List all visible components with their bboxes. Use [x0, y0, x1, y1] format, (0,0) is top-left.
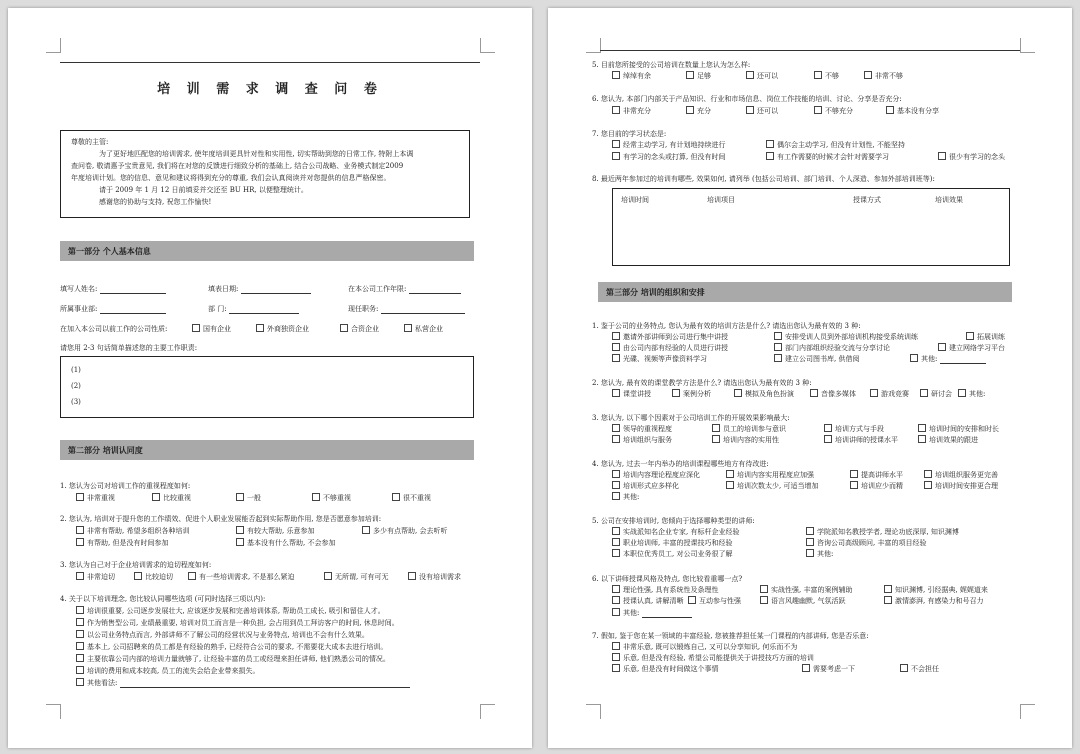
position-label: 现任职务:	[348, 305, 379, 313]
checkbox[interactable]	[884, 585, 892, 593]
checkbox[interactable]	[236, 493, 244, 501]
checkbox[interactable]	[76, 654, 84, 662]
checkbox[interactable]	[746, 71, 754, 79]
checkbox[interactable]	[814, 106, 822, 114]
department-label: 部 门:	[208, 305, 227, 313]
checkbox[interactable]	[612, 538, 620, 546]
filler-name-input[interactable]	[100, 285, 166, 294]
checkbox[interactable]	[850, 481, 858, 489]
answer-option[interactable]: 基本上, 公司招聘来的员工都是有经验的熟手, 已经符合公司的要求, 不需要花大成本去进行培训。	[76, 642, 387, 652]
question-5: 5. 公司在安排培训时, 您倾向于选择哪种类型的讲师:	[592, 517, 755, 525]
crop-mark	[480, 38, 495, 53]
question-3: 3. 您认为自己对于企业培训需求的迫切程度如何:	[60, 561, 212, 569]
department-field[interactable]	[208, 304, 299, 314]
answer-option[interactable]: 学院派知名教授学者, 理论功底深厚, 知识渊博	[806, 527, 959, 537]
checkbox[interactable]	[236, 538, 244, 546]
checkbox[interactable]	[612, 389, 620, 397]
checkbox[interactable]	[324, 572, 332, 580]
answer-option[interactable]: 有帮助, 但是没有时间参加	[76, 538, 168, 548]
training-history-table[interactable]	[612, 188, 1010, 266]
answer-option[interactable]: 比较重视	[152, 493, 191, 503]
answer-option[interactable]: 充分	[686, 106, 711, 116]
document-title: 培 训 需 求 调 查 问 卷	[157, 82, 383, 97]
checkbox[interactable]	[612, 71, 620, 79]
answer-option[interactable]: 课堂讲授	[612, 389, 651, 399]
duty-line: (3)	[71, 398, 81, 406]
answer-option[interactable]: 主要依靠公司内部的培训力量就够了, 让经验丰富的员工或经理来担任讲师, 他们熟悉公司的情况。	[76, 654, 390, 664]
answer-option[interactable]: 培训次数太少, 可适当增加	[726, 481, 818, 491]
header-rule	[60, 62, 480, 63]
checkbox[interactable]	[870, 389, 878, 397]
checkbox[interactable]	[938, 343, 946, 351]
checkbox[interactable]	[886, 106, 894, 114]
other-option[interactable]: 其他:	[612, 608, 692, 618]
section-header-part3: 第三部分 培训的组织和安排	[598, 282, 1012, 302]
answer-option[interactable]: 有一些培训需求, 不是那么紧迫	[188, 572, 294, 582]
date-input[interactable]	[241, 285, 311, 294]
checkbox[interactable]	[884, 596, 892, 604]
checkbox[interactable]	[774, 332, 782, 340]
duties-input-box[interactable]	[60, 356, 474, 418]
header-rule	[600, 50, 1020, 51]
answer-option[interactable]: 案例分析	[672, 389, 711, 399]
division-label: 所属事业部:	[60, 305, 98, 313]
checkbox[interactable]	[612, 664, 620, 672]
company-type-option[interactable]: 国有企业	[192, 324, 231, 334]
answer-option[interactable]: 培训方式与手段	[824, 424, 884, 434]
other-option[interactable]: 其他:	[958, 389, 985, 399]
filler-name-label: 填写人姓名:	[60, 285, 98, 293]
checkbox[interactable]	[76, 630, 84, 638]
question-1: 1. 鉴于公司的业务特点, 您认为最有效的培训方法是什么? 请选出您认为最有效的 3 种:	[592, 322, 861, 330]
answer-option[interactable]: 绰绰有余	[612, 71, 651, 81]
answer-option[interactable]: 培训时间安排更合理	[924, 481, 998, 491]
checkbox[interactable]	[340, 324, 348, 332]
answer-option[interactable]: 经常主动学习, 有计划地持续进行	[612, 140, 725, 150]
checkbox[interactable]	[612, 481, 620, 489]
answer-option[interactable]: 不够重视	[312, 493, 351, 503]
question-6: 6. 您认为, 本部门内部关于产品知识、行业和市场信息、岗位工作技能的培训、讨论、分享是否充分:	[592, 95, 902, 103]
answer-option[interactable]: 偶尔会主动学习, 但没有计划性, 不能坚持	[766, 140, 905, 150]
answer-option[interactable]: 乐意, 但是没有时间做这个事情	[612, 664, 718, 674]
answer-option[interactable]: 不会担任	[900, 664, 939, 674]
checkbox[interactable]	[612, 354, 620, 362]
checkbox[interactable]	[76, 493, 84, 501]
filler-name-field[interactable]	[60, 284, 166, 294]
checkbox[interactable]	[612, 424, 620, 432]
answer-option[interactable]: 非常有帮助, 希望多组织各种培训	[76, 526, 189, 536]
checkbox[interactable]	[924, 481, 932, 489]
company-type-option[interactable]: 私营企业	[404, 324, 443, 334]
date-field[interactable]	[208, 284, 311, 294]
answer-option[interactable]: 培训的费用和成本较高, 员工的流失会给企业带来损失。	[76, 666, 259, 676]
other-input[interactable]	[940, 355, 986, 364]
answer-option[interactable]: 培训内容的实用性	[712, 435, 779, 445]
checkbox[interactable]	[612, 492, 620, 500]
checkbox[interactable]	[712, 435, 720, 443]
other-option[interactable]: 其他看法:	[76, 678, 410, 688]
question-5: 5. 目前您所接受的公司培训在数量上您认为怎么样:	[592, 61, 751, 69]
checkbox[interactable]	[612, 106, 620, 114]
answer-option[interactable]: 模拟及角色扮演	[734, 389, 794, 399]
checkbox[interactable]	[152, 493, 160, 501]
checkbox[interactable]	[920, 389, 928, 397]
crop-mark	[586, 38, 601, 53]
checkbox[interactable]	[924, 470, 932, 478]
intro-box	[60, 130, 470, 218]
table-header: 培训效果	[935, 196, 963, 204]
question-6: 6. 以下讲师授课风格及特点, 您比较看重哪一点?	[592, 575, 743, 583]
checkbox[interactable]	[192, 324, 200, 332]
prev-company-label: 在加入本公司以前工作的公司性质:	[60, 325, 168, 333]
company-type-option[interactable]: 外商独资企业	[256, 324, 309, 334]
answer-option[interactable]: 非常不够	[864, 71, 903, 81]
checkbox[interactable]	[612, 343, 620, 351]
checkbox[interactable]	[918, 424, 926, 432]
answer-option[interactable]: 语言风趣幽默, 气氛活跃	[760, 596, 845, 606]
section-header-part2: 第二部分 培训认同度	[60, 440, 474, 460]
crop-mark	[1020, 38, 1035, 53]
checkbox[interactable]	[712, 424, 720, 432]
answer-option[interactable]: 有工作需要的时候才会针对需要学习	[766, 152, 889, 162]
checkbox[interactable]	[726, 470, 734, 478]
table-header: 培训项目	[707, 196, 735, 204]
checkbox[interactable]	[76, 642, 84, 650]
checkbox[interactable]	[810, 389, 818, 397]
checkbox[interactable]	[76, 526, 84, 534]
answer-option[interactable]: 足够	[686, 71, 711, 81]
checkbox[interactable]	[612, 653, 620, 661]
checkbox[interactable]	[612, 608, 620, 616]
checkbox[interactable]	[256, 324, 264, 332]
date-label: 填表日期:	[208, 285, 239, 293]
checkbox[interactable]	[806, 549, 814, 557]
checkbox[interactable]	[76, 666, 84, 674]
checkbox[interactable]	[392, 493, 400, 501]
checkbox[interactable]	[774, 343, 782, 351]
other-option[interactable]: 其他:	[910, 354, 986, 364]
answer-option[interactable]: 激情澎湃, 有感染力和号召力	[884, 596, 983, 606]
question-1: 1. 您认为公司对培训工作的重视程度如何:	[60, 482, 191, 490]
answer-option[interactable]: 建立公司图书库, 供借阅	[774, 354, 859, 364]
answer-option[interactable]: 培训时间的安排和时长	[918, 424, 999, 434]
company-type-option[interactable]: 合资企业	[340, 324, 379, 334]
checkbox[interactable]	[814, 71, 822, 79]
checkbox[interactable]	[134, 572, 142, 580]
answer-option[interactable]: 需要考虑一下	[802, 664, 855, 674]
years-input[interactable]	[409, 285, 461, 294]
intro-body: 查问卷, 敬请惠予宝贵意见, 我们将在对您的反馈进行细致分析的基础上, 结合公司战略、业务模式制定2009	[71, 162, 404, 170]
question-2: 2. 您认为, 培训对于提升您的工作绩效、促进个人职业发展能否起到实际帮助作用, 您是否愿意参加培训:	[60, 515, 382, 523]
checkbox[interactable]	[726, 481, 734, 489]
answer-option[interactable]: 乐意, 但是没有经验, 希望公司能提供关于讲授技巧方面的培训	[612, 653, 814, 663]
question-2: 2. 您认为, 最有效的课堂教学方法是什么? 请选出您认为最有效的 3 种:	[592, 379, 812, 387]
question-4: 4. 关于以下培训理念, 您比较认同哪些选项 (可同时选择三项以内):	[60, 595, 266, 603]
answer-option[interactable]: 培训讲师的授课水平	[824, 435, 898, 445]
answer-option[interactable]: 职业培训师, 丰富的授课技巧和经验	[612, 538, 732, 548]
other-input[interactable]	[120, 679, 410, 688]
answer-option[interactable]: 非常乐意, 既可以锻炼自己, 又可以分享知识, 何乐而不为	[612, 642, 797, 652]
intro-thanks: 感谢您的协助与支持, 祝您工作愉快!	[99, 198, 212, 206]
answer-option[interactable]: 还可以	[746, 106, 778, 116]
answer-option[interactable]: 知识渊博, 引经据典, 娓娓道来	[884, 585, 988, 595]
checkbox[interactable]	[806, 527, 814, 535]
position-input[interactable]	[381, 305, 465, 314]
document-page-2	[548, 8, 1072, 748]
answer-option[interactable]: 员工的培训参与意识	[712, 424, 786, 434]
answer-option[interactable]: 培训内容理论程度应深化	[612, 470, 700, 480]
intro-deadline: 请于 2009 年 1 月 12 日前填妥并交还至 BU HR, 以便整理统计。	[99, 186, 308, 194]
checkbox[interactable]	[76, 606, 84, 614]
answer-option[interactable]: 本职位优秀员工, 对公司业务很了解	[612, 549, 732, 559]
section-header-part1: 第一部分 个人基本信息	[60, 241, 474, 261]
answer-option[interactable]: 一般	[236, 493, 261, 503]
answer-option[interactable]: 基本没有分享	[886, 106, 939, 116]
checkbox[interactable]	[824, 424, 832, 432]
intro-greeting: 尊敬的主管:	[71, 138, 109, 146]
other-input[interactable]	[642, 609, 692, 618]
checkbox[interactable]	[938, 152, 946, 160]
answer-option[interactable]: 有学习的念头或打算, 但没有时间	[612, 152, 725, 162]
answer-option[interactable]: 实战性强, 丰富的案例辅助	[760, 585, 852, 595]
answer-option[interactable]: 实战派知名企业专家, 有标杆企业经验	[612, 527, 739, 537]
checkbox[interactable]	[918, 435, 926, 443]
other-option[interactable]: 其他:	[806, 549, 833, 559]
checkbox[interactable]	[612, 527, 620, 535]
checkbox[interactable]	[806, 538, 814, 546]
checkbox[interactable]	[404, 324, 412, 332]
checkbox[interactable]	[734, 389, 742, 397]
answer-option[interactable]: 非常迫切	[76, 572, 115, 582]
duties-prompt: 请您用 2-3 句话简单描述您的主要工作职责:	[60, 344, 198, 352]
answer-option[interactable]: 提高讲师水平	[850, 470, 903, 480]
question-4: 4. 您认为, 过去一年内举办的培训课程哪些地方有待改进:	[592, 460, 769, 468]
answer-option[interactable]: 部门内部组织经验交流与分享讨论	[774, 343, 890, 353]
checkbox[interactable]	[958, 389, 966, 397]
answer-option[interactable]: 无所谓, 可有可无	[324, 572, 388, 582]
checkbox[interactable]	[766, 140, 774, 148]
answer-option[interactable]: 培训组织与服务	[612, 435, 672, 445]
checkbox[interactable]	[672, 389, 680, 397]
crop-mark	[480, 704, 495, 719]
document-page-1	[8, 8, 532, 748]
answer-option[interactable]: 咨询公司高级顾问, 丰富的项目经验	[806, 538, 926, 548]
checkbox[interactable]	[760, 596, 768, 604]
division-input[interactable]	[100, 305, 166, 314]
question-8: 8. 最近两年参加过的培训有哪些, 效果如何, 请列举 (包括公司培训、部门培训、个人深造、参加外部培训班等):	[592, 175, 935, 183]
answer-option[interactable]: 还可以	[746, 71, 778, 81]
checkbox[interactable]	[76, 618, 84, 626]
answer-option[interactable]: 培训很重要, 公司逐步发展壮大, 应该逐步发展和完善培训体系, 帮助员工成长, 吸引和留住人才。	[76, 606, 385, 616]
checkbox[interactable]	[612, 642, 620, 650]
checkbox[interactable]	[824, 435, 832, 443]
answer-option[interactable]: 拓展训练	[966, 332, 1005, 342]
answer-option[interactable]: 培训应少而精	[850, 481, 903, 491]
answer-option[interactable]: 非常充分	[612, 106, 651, 116]
answer-option[interactable]: 很不重视	[392, 493, 431, 503]
checkbox[interactable]	[966, 332, 974, 340]
answer-option[interactable]: 由公司内部有经验的人员进行讲授	[612, 343, 728, 353]
answer-option[interactable]: 基本没有什么帮助, 不会参加	[236, 538, 335, 548]
checkbox[interactable]	[746, 106, 754, 114]
answer-option[interactable]: 比较迫切	[134, 572, 173, 582]
checkbox[interactable]	[686, 71, 694, 79]
checkbox[interactable]	[910, 354, 918, 362]
checkbox[interactable]	[686, 106, 694, 114]
position-field[interactable]	[348, 304, 465, 314]
table-header: 培训时间	[621, 196, 649, 204]
duty-line: (2)	[71, 382, 81, 390]
answer-option[interactable]: 有较大帮助, 乐意参加	[236, 526, 314, 536]
answer-option[interactable]: 游戏竞赛	[870, 389, 909, 399]
intro-body: 年度培训计划。您的信息、意见和建议将得到充分的尊重, 我们会认真阅读并对您提供的信息严格保密。	[71, 174, 391, 182]
other-option[interactable]: 其他:	[612, 492, 639, 502]
answer-option[interactable]: 理论性强, 具有系统性及条理性	[612, 585, 718, 595]
crop-mark	[46, 38, 61, 53]
answer-option[interactable]: 音像多媒体	[810, 389, 856, 399]
crop-mark	[1020, 704, 1035, 719]
checkbox[interactable]	[76, 538, 84, 546]
checkbox[interactable]	[612, 435, 620, 443]
answer-option[interactable]: 安排受训人员到外部培训机构接受系统训练	[774, 332, 918, 342]
checkbox[interactable]	[612, 549, 620, 557]
answer-option[interactable]: 互动参与性强	[688, 596, 741, 606]
checkbox[interactable]	[766, 152, 774, 160]
answer-option[interactable]: 以公司业务特点而言, 外部讲师不了解公司的经营状况与业务特点, 培训也不会有什么效果。	[76, 630, 369, 640]
answer-option[interactable]: 培训形式应多样化	[612, 481, 679, 491]
answer-option[interactable]: 培训组织服务更完善	[924, 470, 998, 480]
question-7: 7. 假如, 鉴于您在某一领域的丰富经验, 您被推荐担任某一门课程的内部讲师, 您是否乐意:	[592, 632, 869, 640]
answer-option[interactable]: 不够	[814, 71, 839, 81]
answer-option[interactable]: 培训效果的跟进	[918, 435, 978, 445]
years-field[interactable]	[348, 284, 461, 294]
checkbox[interactable]	[76, 678, 84, 686]
question-7: 7. 您目前的学习状态是:	[592, 130, 667, 138]
answer-option[interactable]: 很少有学习的念头	[938, 152, 1005, 162]
checkbox[interactable]	[802, 664, 810, 672]
checkbox[interactable]	[612, 152, 620, 160]
intro-body: 为了更好地匹配您的培训需求, 使年度培训更具针对性和实用性, 切实帮助到您的日常工作, 特附上本调	[99, 150, 414, 158]
answer-option[interactable]: 不够充分	[814, 106, 853, 116]
answer-option[interactable]: 研讨会	[920, 389, 952, 399]
checkbox[interactable]	[408, 572, 416, 580]
answer-option[interactable]: 邀请外部讲师到公司进行集中讲授	[612, 332, 728, 342]
checkbox[interactable]	[188, 572, 196, 580]
checkbox[interactable]	[236, 526, 244, 534]
table-header: 授课方式	[853, 196, 881, 204]
checkbox[interactable]	[864, 71, 872, 79]
checkbox[interactable]	[362, 526, 370, 534]
checkbox[interactable]	[900, 664, 908, 672]
checkbox[interactable]	[850, 470, 858, 478]
crop-mark	[46, 704, 61, 719]
answer-option[interactable]: 授课认真, 讲解清晰	[612, 596, 683, 606]
department-input[interactable]	[229, 305, 299, 314]
checkbox[interactable]	[612, 470, 620, 478]
checkbox[interactable]	[760, 585, 768, 593]
answer-option[interactable]: 建立网络学习平台	[938, 343, 1005, 353]
checkbox[interactable]	[688, 596, 696, 604]
checkbox[interactable]	[612, 585, 620, 593]
answer-option[interactable]: 非常重视	[76, 493, 115, 503]
crop-mark	[586, 704, 601, 719]
checkbox[interactable]	[612, 596, 620, 604]
answer-option[interactable]: 作为销售型公司, 业绩最重要, 培训对员工而言是一种负担, 会占用到员工拜访客户的时间, 休息时间。	[76, 618, 399, 628]
years-label: 在本公司工作年限:	[348, 285, 407, 293]
answer-option[interactable]: 培训内容实用程度应加强	[726, 470, 814, 480]
checkbox[interactable]	[612, 140, 620, 148]
division-field[interactable]	[60, 304, 166, 314]
answer-option[interactable]: 光碟、视频等声像资料学习	[612, 354, 707, 364]
answer-option[interactable]: 没有培训需求	[408, 572, 461, 582]
checkbox[interactable]	[774, 354, 782, 362]
question-3: 3. 您认为, 以下哪个因素对于公司培训工作的开展效果影响最大:	[592, 414, 790, 422]
checkbox[interactable]	[312, 493, 320, 501]
checkbox[interactable]	[76, 572, 84, 580]
duty-line: (1)	[71, 366, 81, 374]
answer-option[interactable]: 领导的重视程度	[612, 424, 672, 434]
answer-option[interactable]: 多少有点帮助, 会去听听	[362, 526, 447, 536]
checkbox[interactable]	[612, 332, 620, 340]
